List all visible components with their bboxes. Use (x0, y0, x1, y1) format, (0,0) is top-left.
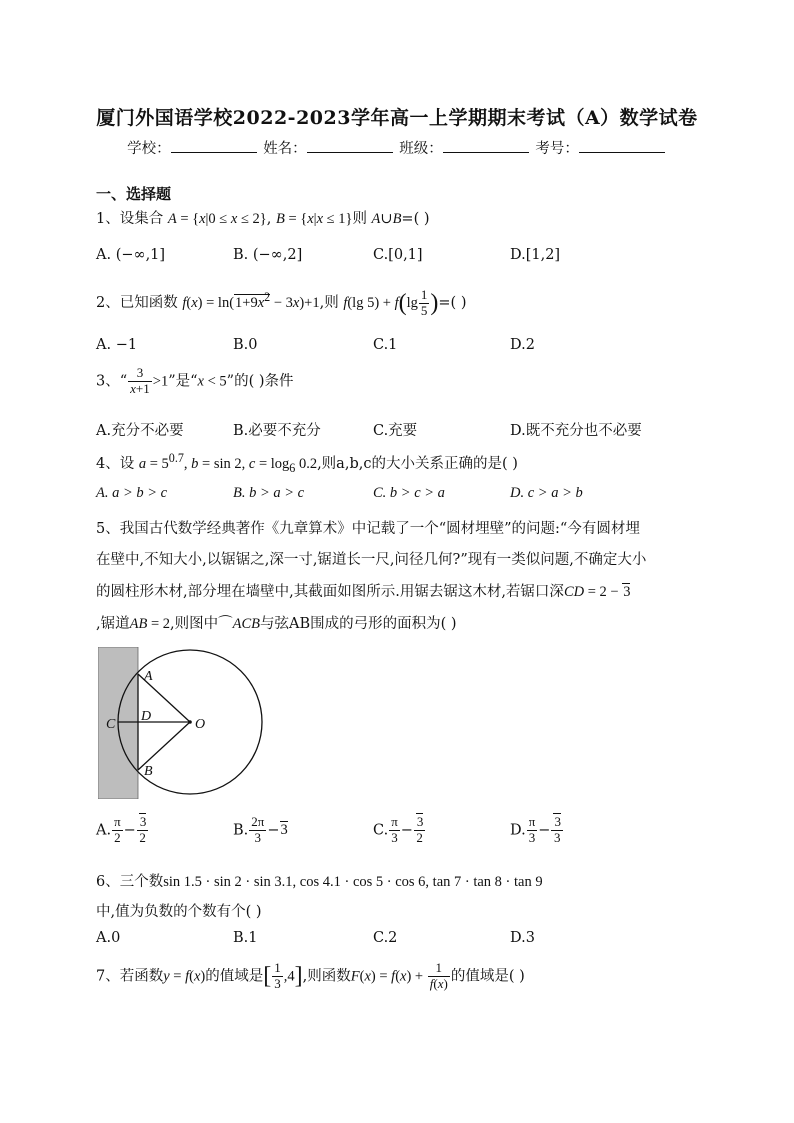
class-blank[interactable] (443, 138, 529, 153)
question-2: 2、已知函数 $f(x) = \ln(1+9x^2 - 3x)+1$,则 f(lg 5) + f(lg $\frac{1}{5}$ )=( ) (96, 287, 467, 318)
q5-line-3: 的圆柱形木材,部分埋在墙壁中,其截面如图所示.用锯去锯这木材,若锯口深CD = 2 − 3 (96, 584, 631, 600)
question-1: 1、设集合 A = {x|0 ≤ x ≤ 2}, B = {x|x ≤ 1}则 A∪B=( ) (96, 211, 430, 227)
question-7: 7、若函数y = f(x)的值域是[ $\frac{1}{3}$ ,4],则函数F(x) = f(x) + $\frac{1}{f(x)}$ 的值域是( ) (96, 960, 525, 991)
school-blank[interactable] (171, 138, 257, 153)
q1-option-d[interactable]: D.[1,2] (510, 247, 561, 263)
q2-expression: f(lg 5) + f(lg $\frac{1}{5}$ ) (343, 287, 439, 318)
circle-figure (98, 647, 268, 799)
q1-set-b: B = {x|x ≤ 1} (275, 211, 353, 227)
section-heading: 一、选择题 (96, 185, 172, 203)
q3-option-d[interactable]: D.既不充分也不必要 (510, 423, 642, 439)
q1-union: A∪B (371, 211, 402, 227)
q1-option-b[interactable]: B. (−∞,2] (233, 247, 303, 263)
q1-set-a: A = {x|0 ≤ x ≤ 2} (167, 211, 267, 227)
q2-option-b[interactable]: B.0 (233, 337, 258, 353)
page-title: 厦门外国语学校2022-2023学年高一上学期期末考试（A）数学试卷 (96, 107, 698, 129)
q6-option-a[interactable]: A.0 (96, 930, 121, 946)
q4-option-d[interactable]: D. c > a > b (510, 485, 583, 501)
q3-option-c[interactable]: C.充要 (373, 423, 418, 439)
school-label: 学校： (127, 141, 171, 157)
q2-option-c[interactable]: C.1 (373, 337, 398, 353)
q5-line-4: ,锯道AB = 2,则图中⌒ACB与弦AB围成的弓形的面积为( ) (96, 616, 457, 632)
q4-option-a[interactable]: A. a > b > c (96, 485, 168, 501)
q4-values: $a = 5^{0.7}$, b = sin 2, $c = \log_6 0.2$ (138, 451, 318, 475)
label-a: A (144, 669, 153, 684)
name-blank[interactable] (307, 138, 393, 153)
q2-option-d[interactable]: D.2 (510, 337, 535, 353)
q5-option-a[interactable]: A. $\frac{\pi}{2}$ − $\frac{3}{2}$ (96, 814, 147, 845)
q5-line-1: 5、我国古代数学经典著作《九章算术》中记载了一个“圆材埋壁”的问题:“今有圆材埋 (96, 521, 640, 537)
label-d: D (141, 709, 152, 724)
name-label: 姓名： (263, 141, 307, 157)
question-6: 6、三个数sin 1.5 · sin 2 · sin 3.1, cos 4.1 · cos 5 · cos 6, tan 7 · tan 8 · tan 9 (96, 874, 543, 890)
question-3: 3、“ $\frac{3}{x+1}$ >1”是“x < 5”的( )条件 (96, 365, 294, 396)
arc-acb-symbol: ⌒ACB (218, 616, 261, 632)
label-b: B (144, 764, 153, 779)
number-label: 考号： (535, 141, 579, 157)
label-o: O (195, 717, 206, 732)
q6-option-c[interactable]: C.2 (373, 930, 398, 946)
segment-bo (138, 722, 190, 770)
q3-option-a[interactable]: A.充分不必要 (96, 423, 184, 439)
number-blank[interactable] (579, 138, 665, 153)
q1-stem: 1、设集合 (96, 211, 164, 227)
student-info-line (0, 137, 794, 158)
question-4: 4、设 $a = 5^{0.7}$, b = sin 2, $c = \log_6 0.2$,则a,b,c的大小关系正确的是( ) (96, 451, 518, 475)
q4-option-b[interactable]: B. b > a > c (233, 485, 305, 501)
q6-option-d[interactable]: D.3 (510, 930, 535, 946)
q4-option-c[interactable]: C. b > c > a (373, 485, 445, 501)
q3-option-b[interactable]: B.必要不充分 (233, 423, 321, 439)
label-c: C (106, 717, 116, 732)
q6-numbers: sin 1.5 · sin 2 · sin 3.1, cos 4.1 · cos 5 · cos 6, tan 7 · tan 8 · tan 9 (163, 874, 543, 890)
q1-option-c[interactable]: C.[0,1] (373, 247, 423, 263)
q2-option-a[interactable]: A. −1 (96, 337, 138, 353)
q5-option-d[interactable]: D. $\frac{\pi}{3}$ − $\frac{3}{3}$ (510, 814, 561, 845)
q6-line-2: 中,值为负数的个数有个( ) (96, 904, 262, 920)
q5-option-b[interactable]: B. $\frac{2\pi}{3}$ −3 (233, 814, 288, 845)
q2-function: $f(x) = \ln(1+9x^2 - 3x)+1$ (182, 289, 320, 311)
q6-option-b[interactable]: B.1 (233, 930, 258, 946)
class-label: 班级： (399, 141, 443, 157)
center-point (188, 720, 192, 724)
q5-line-2: 在壁中,不知大小,以锯锯之,深一寸,锯道长一尺,问径几何?”现有一类似问题,不确定大小 (96, 552, 647, 568)
q3-fraction: $\frac{3}{x+1}$ (130, 365, 150, 396)
q5-option-c[interactable]: C. $\frac{\pi}{3}$ − $\frac{3}{2}$ (373, 814, 424, 845)
q1-option-a[interactable]: A. (−∞,1] (96, 247, 166, 263)
